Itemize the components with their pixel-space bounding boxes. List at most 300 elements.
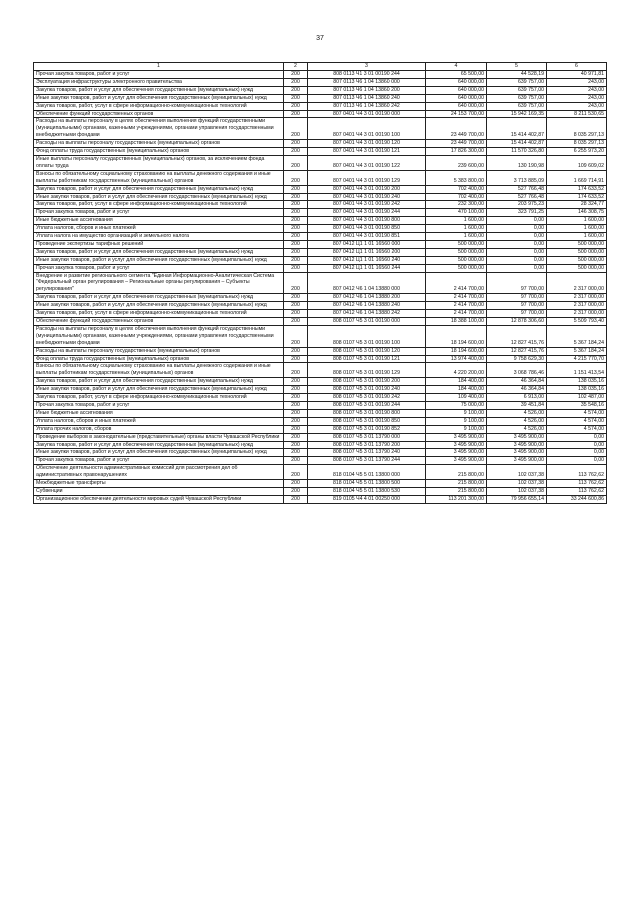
line-code-cell: 200 (284, 110, 308, 118)
unexecuted-amount-cell: 174 633,52 (547, 193, 607, 201)
row-name-cell: Фонд оплаты труда государственных (муниципальных) органов (34, 355, 284, 363)
row-name-cell: Закупка товаров, работ и услуг для обеспечения государственных (муниципальных) нужд (34, 86, 284, 94)
row-name-cell: Расходы на выплаты персоналу государственных (муниципальных) органов (34, 140, 284, 148)
executed-amount-cell: 0,00 (487, 264, 547, 272)
unexecuted-amount-cell: 0,00 (547, 433, 607, 441)
line-code-cell: 200 (284, 401, 308, 409)
row-name-cell: Проведение экспертизы тарифных решений (34, 240, 284, 248)
row-name-cell: Закупка товаров, работ и услуг для обеспечения государственных (муниципальных) нужд (34, 248, 284, 256)
line-code-cell: 200 (284, 386, 308, 394)
approved-amount-cell: 65 500,00 (426, 71, 487, 79)
budget-code-cell: 808 0107 Ч5 3 01 13790 000 (308, 433, 426, 441)
line-code-cell: 200 (284, 248, 308, 256)
line-code-cell: 200 (284, 449, 308, 457)
executed-amount-cell: 527 766,48 (487, 185, 547, 193)
line-code-cell: 200 (284, 378, 308, 386)
approved-amount-cell: 17 826 300,00 (426, 148, 487, 156)
budget-code-cell: 807 0113 Ч6 1 04 13860 240 (308, 94, 426, 102)
page-number: 37 (316, 35, 324, 42)
unexecuted-amount-cell: 4 574,00 (547, 425, 607, 433)
header-row (34, 63, 607, 71)
row-name-cell: Прочая закупка товаров, работ и услуг (34, 209, 284, 217)
budget-code-cell: 807 0401 Ч4 3 01 00190 851 (308, 233, 426, 241)
line-code-cell: 200 (284, 433, 308, 441)
table-row (34, 170, 607, 185)
unexecuted-amount-cell: 4 574,00 (547, 409, 607, 417)
budget-code-cell: 807 0113 Ч6 1 04 13860 242 (308, 102, 426, 110)
line-code-cell: 200 (284, 155, 308, 170)
line-code-cell: 200 (284, 441, 308, 449)
unexecuted-amount-cell: 2 317 000,00 (547, 294, 607, 302)
unexecuted-amount-cell: 102 487,00 (547, 394, 607, 402)
row-name-cell: Закупка товаров, работ и услуг для обеспечения государственных (муниципальных) нужд (34, 378, 284, 386)
approved-amount-cell: 640 000,00 (426, 102, 487, 110)
row-name-cell: Иные закупки товаров, работ и услуг для обеспечения государственных (муниципальных) нужд (34, 386, 284, 394)
budget-code-cell: 808 0107 Ч5 3 01 00190 121 (308, 355, 426, 363)
approved-amount-cell: 1 600,00 (426, 217, 487, 225)
budget-code-cell: 807 0401 Ч4 3 01 00190 120 (308, 140, 426, 148)
unexecuted-amount-cell: 138 035,16 (547, 386, 607, 394)
table-row (34, 441, 607, 449)
approved-amount-cell: 184 400,00 (426, 378, 487, 386)
unexecuted-amount-cell: 1 151 413,54 (547, 363, 607, 378)
unexecuted-amount-cell: 33 244 600,86 (547, 495, 607, 503)
approved-amount-cell: 4 220 200,00 (426, 363, 487, 378)
executed-amount-cell: 639 757,00 (487, 86, 547, 94)
approved-amount-cell: 215 800,00 (426, 487, 487, 495)
row-name-cell: Обеспечение деятельности административных комиссий для рассмотрения дел об административных правонарушениях (34, 465, 284, 480)
row-name-cell: Закупка товаров, работ и услуг для обеспечения государственных (муниципальных) нужд (34, 441, 284, 449)
approved-amount-cell: 2 414 700,00 (426, 272, 487, 294)
approved-amount-cell: 640 000,00 (426, 94, 487, 102)
unexecuted-amount-cell: 2 317 000,00 (547, 302, 607, 310)
table-row (34, 94, 607, 102)
line-code-cell: 200 (284, 140, 308, 148)
table-row (34, 302, 607, 310)
row-name-cell: Иные выплаты персоналу государственных (муниципальных) органов, за исключением фонда оплаты труда (34, 155, 284, 170)
executed-amount-cell: 11 570 326,80 (487, 148, 547, 156)
approved-amount-cell: 702 400,00 (426, 185, 487, 193)
row-name-cell: Расходы на выплаты персоналу государственных (муниципальных) органов (34, 347, 284, 355)
row-name-cell: Закупка товаров, работ, услуг в сфере информационно-коммуникационных технологий (34, 310, 284, 318)
executed-amount-cell: 12 827 415,76 (487, 347, 547, 355)
row-name-cell: Внедрение и развитие регионального сегмента "Единая Информационно-Аналитическая Система "Федеральный орган регулирования – Региональные органы регулирования – Субъекты регулирования" (34, 272, 284, 294)
unexecuted-amount-cell: 146 308,75 (547, 209, 607, 217)
budget-code-cell: 807 0412 Ц1 1 01 16560 200 (308, 248, 426, 256)
table-row (34, 71, 607, 79)
table-row (34, 347, 607, 355)
executed-amount-cell: 203 975,23 (487, 201, 547, 209)
unexecuted-amount-cell: 243,00 (547, 94, 607, 102)
budget-code-cell: 807 0412 Ч6 1 04 13880 242 (308, 310, 426, 318)
executed-amount-cell: 97 700,00 (487, 302, 547, 310)
line-code-cell: 200 (284, 233, 308, 241)
row-name-cell: Иные закупки товаров, работ и услуг для обеспечения государственных (муниципальных) нужд (34, 256, 284, 264)
table-row (34, 363, 607, 378)
row-name-cell: Уплата налогов, сборов и иных платежей (34, 417, 284, 425)
row-name-cell: Организационное обеспечение деятельности мировых судей Чувашской Республики (34, 495, 284, 503)
table-row (34, 394, 607, 402)
line-code-cell: 200 (284, 394, 308, 402)
table-row (34, 310, 607, 318)
approved-amount-cell: 24 153 700,00 (426, 110, 487, 118)
row-name-cell: Обеспечение функций государственных органов (34, 110, 284, 118)
line-code-cell: 200 (284, 294, 308, 302)
executed-amount-cell: 3 495 900,00 (487, 433, 547, 441)
line-code-cell: 200 (284, 457, 308, 465)
table-row (34, 240, 607, 248)
line-code-cell: 200 (284, 217, 308, 225)
approved-amount-cell: 113 201 300,00 (426, 495, 487, 503)
unexecuted-amount-cell: 5 509 793,40 (547, 318, 607, 326)
executed-amount-cell: 15 942 169,35 (487, 110, 547, 118)
unexecuted-amount-cell: 28 324,77 (547, 201, 607, 209)
approved-amount-cell: 215 800,00 (426, 480, 487, 488)
budget-code-cell: 808 0113 Ч1 3 01 00190 244 (308, 71, 426, 79)
unexecuted-amount-cell: 243,00 (547, 102, 607, 110)
budget-code-cell: 818 0104 Ч5 5 01 13800 000 (308, 465, 426, 480)
line-code-cell: 200 (284, 347, 308, 355)
line-code-cell: 200 (284, 318, 308, 326)
budget-code-cell: 818 0104 Ч5 5 01 13800 500 (308, 480, 426, 488)
budget-code-cell: 818 0104 Ч5 5 01 13800 530 (308, 487, 426, 495)
row-name-cell: Субвенции (34, 487, 284, 495)
table-row (34, 86, 607, 94)
unexecuted-amount-cell: 138 035,16 (547, 378, 607, 386)
table-row (34, 318, 607, 326)
table-body (34, 71, 607, 504)
table-row (34, 480, 607, 488)
budget-code-cell: 807 0412 Ч6 1 04 13880 000 (308, 272, 426, 294)
unexecuted-amount-cell: 2 317 000,00 (547, 272, 607, 294)
budget-code-cell: 807 0401 Ч4 3 01 00190 100 (308, 118, 426, 140)
column-header: 6 (547, 63, 607, 71)
row-name-cell: Иные закупки товаров, работ и услуг для обеспечения государственных (муниципальных) нужд (34, 302, 284, 310)
column-header: 3 (308, 63, 426, 71)
executed-amount-cell: 4 526,00 (487, 409, 547, 417)
executed-amount-cell: 323 791,25 (487, 209, 547, 217)
approved-amount-cell: 18 194 600,00 (426, 325, 487, 347)
approved-amount-cell: 75 000,00 (426, 401, 487, 409)
executed-amount-cell: 0,00 (487, 256, 547, 264)
row-name-cell: Проведение выборов в законодательные (представительные) органы власти Чувашской Республики (34, 433, 284, 441)
executed-amount-cell: 527 766,48 (487, 193, 547, 201)
table-row (34, 378, 607, 386)
approved-amount-cell: 3 495 900,00 (426, 433, 487, 441)
line-code-cell: 200 (284, 201, 308, 209)
line-code-cell: 200 (284, 148, 308, 156)
budget-code-cell: 808 0107 Ч5 3 01 00190 244 (308, 401, 426, 409)
table-row (34, 155, 607, 170)
executed-amount-cell: 3 495 900,00 (487, 457, 547, 465)
unexecuted-amount-cell: 6 255 973,20 (547, 148, 607, 156)
budget-code-cell: 808 0107 Ч5 3 01 00190 240 (308, 386, 426, 394)
line-code-cell: 200 (284, 425, 308, 433)
executed-amount-cell: 97 700,00 (487, 294, 547, 302)
budget-code-cell: 807 0401 Ч4 3 01 00190 850 (308, 225, 426, 233)
unexecuted-amount-cell: 1 600,00 (547, 233, 607, 241)
budget-code-cell: 807 0401 Ч4 3 01 00190 121 (308, 148, 426, 156)
approved-amount-cell: 3 495 900,00 (426, 457, 487, 465)
line-code-cell: 200 (284, 209, 308, 217)
approved-amount-cell: 5 383 800,00 (426, 170, 487, 185)
table-row (34, 102, 607, 110)
line-code-cell: 200 (284, 193, 308, 201)
executed-amount-cell: 102 037,38 (487, 480, 547, 488)
executed-amount-cell: 15 414 402,87 (487, 140, 547, 148)
budget-code-cell: 808 0107 Ч5 3 01 00190 800 (308, 409, 426, 417)
row-name-cell: Иные бюджетные ассигнования (34, 409, 284, 417)
executed-amount-cell: 79 956 655,14 (487, 495, 547, 503)
row-name-cell: Иные закупки товаров, работ и услуг для обеспечения государственных (муниципальных) нужд (34, 449, 284, 457)
executed-amount-cell: 639 757,00 (487, 102, 547, 110)
executed-amount-cell: 4 526,00 (487, 425, 547, 433)
approved-amount-cell: 500 000,00 (426, 264, 487, 272)
line-code-cell: 200 (284, 409, 308, 417)
table-row (34, 225, 607, 233)
unexecuted-amount-cell: 4 215 770,70 (547, 355, 607, 363)
line-code-cell: 200 (284, 240, 308, 248)
line-code-cell: 200 (284, 310, 308, 318)
approved-amount-cell: 23 449 700,00 (426, 118, 487, 140)
row-name-cell: Закупка товаров, работ, услуг в сфере информационно-коммуникационных технологий (34, 102, 284, 110)
unexecuted-amount-cell: 35 548,16 (547, 401, 607, 409)
table-row (34, 256, 607, 264)
table-row (34, 118, 607, 140)
budget-code-cell: 808 0107 Ч5 3 01 00190 200 (308, 378, 426, 386)
budget-code-cell: 807 0113 Ч6 1 04 13860 000 (308, 78, 426, 86)
table-row (34, 409, 607, 417)
executed-amount-cell: 3 068 786,46 (487, 363, 547, 378)
executed-amount-cell: 12 827 415,76 (487, 325, 547, 347)
table-row (34, 217, 607, 225)
approved-amount-cell: 2 414 700,00 (426, 294, 487, 302)
row-name-cell: Закупка товаров, работ, услуг в сфере информационно-коммуникационных технологий (34, 201, 284, 209)
executed-amount-cell: 639 757,00 (487, 78, 547, 86)
line-code-cell: 200 (284, 302, 308, 310)
approved-amount-cell: 9 100,00 (426, 425, 487, 433)
row-name-cell: Прочая закупка товаров, работ и услуг (34, 457, 284, 465)
line-code-cell: 200 (284, 363, 308, 378)
unexecuted-amount-cell: 8 035 297,13 (547, 140, 607, 148)
line-code-cell: 200 (284, 355, 308, 363)
row-name-cell: Расходы на выплаты персоналу в целях обеспечения выполнения функций государственными (муниципальными) органами, казенными учреждениями, органами управления государственными внебюджетными фондами (34, 325, 284, 347)
executed-amount-cell: 4 526,00 (487, 417, 547, 425)
line-code-cell: 200 (284, 94, 308, 102)
executed-amount-cell: 102 037,38 (487, 487, 547, 495)
unexecuted-amount-cell: 5 367 184,24 (547, 325, 607, 347)
executed-amount-cell: 0,00 (487, 240, 547, 248)
executed-amount-cell: 3 495 900,00 (487, 441, 547, 449)
row-name-cell: Уплата прочих налогов, сборов (34, 425, 284, 433)
table-row (34, 325, 607, 347)
executed-amount-cell: 97 700,00 (487, 272, 547, 294)
executed-amount-cell: 3 495 900,00 (487, 449, 547, 457)
approved-amount-cell: 9 100,00 (426, 409, 487, 417)
executed-amount-cell: 6 913,00 (487, 394, 547, 402)
executed-amount-cell: 12 878 306,60 (487, 318, 547, 326)
unexecuted-amount-cell: 0,00 (547, 441, 607, 449)
approved-amount-cell: 3 495 900,00 (426, 441, 487, 449)
budget-table (33, 62, 607, 504)
executed-amount-cell: 3 713 885,09 (487, 170, 547, 185)
executed-amount-cell: 46 364,84 (487, 386, 547, 394)
table-row (34, 449, 607, 457)
approved-amount-cell: 1 600,00 (426, 233, 487, 241)
budget-code-cell: 807 0401 Ч4 3 01 00190 244 (308, 209, 426, 217)
table-row (34, 201, 607, 209)
table-row (34, 386, 607, 394)
row-name-cell: Иные закупки товаров, работ и услуг для обеспечения государственных (муниципальных) нужд (34, 193, 284, 201)
column-header: 5 (487, 63, 547, 71)
table-row (34, 417, 607, 425)
budget-code-cell: 807 0412 Ц1 1 01 16560 244 (308, 264, 426, 272)
unexecuted-amount-cell: 243,00 (547, 78, 607, 86)
line-code-cell: 200 (284, 465, 308, 480)
row-name-cell: Взносы по обязательному социальному страхованию на выплаты денежного содержания и иные выплаты работникам государственных (муниципальных) органов (34, 363, 284, 378)
executed-amount-cell: 639 757,00 (487, 94, 547, 102)
executed-amount-cell: 46 364,84 (487, 378, 547, 386)
budget-code-cell: 807 0113 Ч6 1 04 13860 200 (308, 86, 426, 94)
approved-amount-cell: 109 400,00 (426, 394, 487, 402)
approved-amount-cell: 2 414 700,00 (426, 310, 487, 318)
budget-code-cell: 819 0105 Ч4 4 01 00250 000 (308, 495, 426, 503)
table-row (34, 233, 607, 241)
unexecuted-amount-cell: 5 367 184,24 (547, 347, 607, 355)
budget-code-cell: 808 0107 Ч5 3 01 13790 244 (308, 457, 426, 465)
unexecuted-amount-cell: 1 669 714,91 (547, 170, 607, 185)
table-row (34, 264, 607, 272)
budget-code-cell: 808 0107 Ч5 3 01 13790 200 (308, 441, 426, 449)
row-name-cell: Прочая закупка товаров, работ и услуг (34, 264, 284, 272)
approved-amount-cell: 9 100,00 (426, 417, 487, 425)
budget-code-cell: 808 0107 Ч5 3 01 00190 850 (308, 417, 426, 425)
budget-code-cell: 807 0401 Ч4 3 01 00190 122 (308, 155, 426, 170)
approved-amount-cell: 232 300,00 (426, 201, 487, 209)
row-name-cell: Прочая закупка товаров, работ и услуг (34, 71, 284, 79)
column-header: 1 (34, 63, 284, 71)
table-row (34, 248, 607, 256)
row-name-cell: Прочая закупка товаров, работ и услуг (34, 401, 284, 409)
line-code-cell: 200 (284, 325, 308, 347)
table-row (34, 193, 607, 201)
executed-amount-cell: 130 190,98 (487, 155, 547, 170)
line-code-cell: 200 (284, 86, 308, 94)
unexecuted-amount-cell: 1 600,00 (547, 225, 607, 233)
row-name-cell: Уплата налога на имущество организаций и земельного налога (34, 233, 284, 241)
table-row (34, 78, 607, 86)
line-code-cell: 200 (284, 256, 308, 264)
budget-code-cell: 807 0401 Ч4 3 01 00190 129 (308, 170, 426, 185)
line-code-cell: 200 (284, 170, 308, 185)
unexecuted-amount-cell: 500 000,00 (547, 256, 607, 264)
budget-code-cell: 808 0107 Ч5 3 01 13790 240 (308, 449, 426, 457)
row-name-cell: Расходы на выплаты персоналу в целях обеспечения выполнения функций государственными (муниципальными) органами, казенными учреждениями, органами управления государственными внебюджетными фондами (34, 118, 284, 140)
unexecuted-amount-cell: 2 317 000,00 (547, 310, 607, 318)
unexecuted-amount-cell: 113 762,62 (547, 465, 607, 480)
budget-code-cell: 808 0107 Ч5 3 01 00190 000 (308, 318, 426, 326)
approved-amount-cell: 640 000,00 (426, 86, 487, 94)
executed-amount-cell: 97 700,00 (487, 310, 547, 318)
executed-amount-cell: 9 758 629,30 (487, 355, 547, 363)
approved-amount-cell: 18 194 600,00 (426, 347, 487, 355)
table-row (34, 425, 607, 433)
table-row (34, 294, 607, 302)
budget-code-cell: 807 0401 Ч4 3 01 00190 242 (308, 201, 426, 209)
line-code-cell: 200 (284, 118, 308, 140)
approved-amount-cell: 13 974 400,00 (426, 355, 487, 363)
approved-amount-cell: 184 400,00 (426, 386, 487, 394)
table-row (34, 110, 607, 118)
row-name-cell: Межбюджетные трансферты (34, 480, 284, 488)
approved-amount-cell: 500 000,00 (426, 240, 487, 248)
column-header: 4 (426, 63, 487, 71)
line-code-cell: 200 (284, 487, 308, 495)
unexecuted-amount-cell: 8 211 530,65 (547, 110, 607, 118)
approved-amount-cell: 702 400,00 (426, 193, 487, 201)
budget-code-cell: 808 0107 Ч5 3 01 00190 129 (308, 363, 426, 378)
approved-amount-cell: 640 000,00 (426, 78, 487, 86)
row-name-cell: Закупка товаров, работ и услуг для обеспечения государственных (муниципальных) нужд (34, 185, 284, 193)
line-code-cell: 200 (284, 102, 308, 110)
table-row (34, 148, 607, 156)
row-name-cell: Уплата налогов, сборов и иных платежей (34, 225, 284, 233)
budget-code-cell: 808 0107 Ч5 3 01 00190 100 (308, 325, 426, 347)
unexecuted-amount-cell: 500 000,00 (547, 264, 607, 272)
executed-amount-cell: 44 528,19 (487, 71, 547, 79)
line-code-cell: 200 (284, 225, 308, 233)
budget-code-cell: 807 0412 Ч6 1 04 13880 240 (308, 302, 426, 310)
table-row (34, 272, 607, 294)
row-name-cell: Взносы по обязательному социальному страхованию на выплаты денежного содержания и иные выплаты работникам государственных (муниципальных) органов (34, 170, 284, 185)
table-row (34, 185, 607, 193)
column-header: 2 (284, 63, 308, 71)
unexecuted-amount-cell: 500 000,00 (547, 248, 607, 256)
row-name-cell: Закупка товаров, работ и услуг для обеспечения государственных (муниципальных) нужд (34, 294, 284, 302)
line-code-cell: 200 (284, 71, 308, 79)
line-code-cell: 200 (284, 78, 308, 86)
budget-code-cell: 808 0107 Ч5 3 01 00190 242 (308, 394, 426, 402)
budget-code-cell: 807 0401 Ч4 3 01 00190 000 (308, 110, 426, 118)
approved-amount-cell: 215 800,00 (426, 465, 487, 480)
approved-amount-cell: 18 388 100,00 (426, 318, 487, 326)
executed-amount-cell: 0,00 (487, 233, 547, 241)
table-row (34, 433, 607, 441)
budget-code-cell: 807 0401 Ч4 3 01 00190 240 (308, 193, 426, 201)
row-name-cell: Иные закупки товаров, работ и услуг для обеспечения государственных (муниципальных) нужд (34, 94, 284, 102)
executed-amount-cell: 39 451,84 (487, 401, 547, 409)
budget-code-cell: 807 0412 Ц1 1 01 16560 000 (308, 240, 426, 248)
budget-code-cell: 807 0412 Ц1 1 01 16560 240 (308, 256, 426, 264)
budget-code-cell: 807 0401 Ч4 3 01 00190 200 (308, 185, 426, 193)
budget-code-cell: 807 0401 Ч4 3 01 00190 800 (308, 217, 426, 225)
unexecuted-amount-cell: 4 574,00 (547, 417, 607, 425)
unexecuted-amount-cell: 0,00 (547, 449, 607, 457)
unexecuted-amount-cell: 1 600,00 (547, 217, 607, 225)
row-name-cell: Иные бюджетные ассигнования (34, 217, 284, 225)
unexecuted-amount-cell: 113 762,62 (547, 480, 607, 488)
table-row (34, 487, 607, 495)
approved-amount-cell: 3 495 900,00 (426, 449, 487, 457)
executed-amount-cell: 0,00 (487, 225, 547, 233)
budget-code-cell: 807 0412 Ч6 1 04 13880 200 (308, 294, 426, 302)
approved-amount-cell: 23 449 700,00 (426, 140, 487, 148)
table-row (34, 209, 607, 217)
table-row (34, 355, 607, 363)
row-name-cell: Обеспечение функций государственных органов (34, 318, 284, 326)
table-row (34, 140, 607, 148)
unexecuted-amount-cell: 243,00 (547, 86, 607, 94)
